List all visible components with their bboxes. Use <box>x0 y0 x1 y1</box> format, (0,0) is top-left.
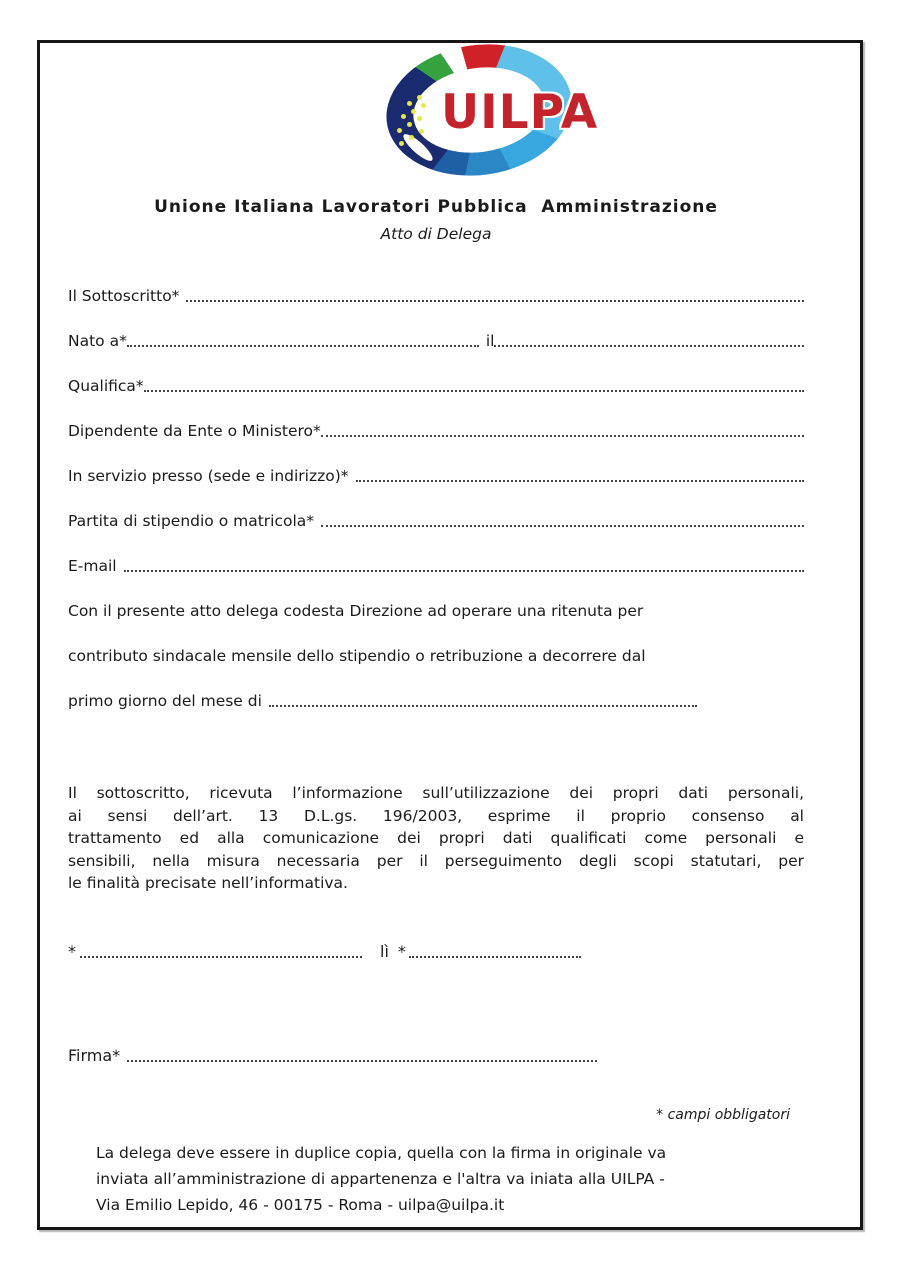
delega-line-1: Con il presente atto delega codesta Direzione ad operare una ritenuta per <box>68 602 644 620</box>
field-qualifica <box>68 375 804 395</box>
signature-dotted-line <box>127 1060 597 1062</box>
mese-dotted-line <box>269 705 697 707</box>
date-star: * <box>397 941 406 961</box>
field-dipendente <box>68 420 804 440</box>
place-star: * <box>68 941 76 961</box>
place-date-row <box>68 941 804 961</box>
field-nato-a <box>68 330 804 350</box>
uilpa-logo <box>386 45 599 175</box>
footer-instructions <box>96 1140 804 1218</box>
field-email <box>68 555 804 575</box>
signature-row <box>68 1045 804 1065</box>
field-email-label: E-mail <box>68 557 117 575</box>
field-nato-il-label: il <box>485 332 495 350</box>
li-label: lì <box>380 941 389 961</box>
servizio-dotted-line <box>356 480 804 482</box>
delega-line-3 <box>68 690 804 710</box>
privacy-line-1: Il sottoscritto, ricevuta l’informazione sull’utilizzazione dei propri dati personali, <box>68 784 804 802</box>
qualifica-dotted-line <box>144 390 804 392</box>
mese-label: primo giorno del mese di <box>68 692 262 710</box>
field-servizio-label: In servizio presso (sede e indirizzo)* <box>68 467 349 485</box>
field-matricola-label: Partita di stipendio o matricola* <box>68 512 315 530</box>
nato-a-dotted-line <box>127 345 479 347</box>
field-qualifica-label: Qualifica* <box>68 377 144 395</box>
field-servizio <box>68 465 804 485</box>
field-dipendente-label: Dipendente da Ente o Ministero* <box>68 422 321 440</box>
delega-line-2: contributo sindacale mensile dello stipendio o retribuzione a decorrere dal <box>68 647 646 665</box>
delega-paragraph <box>68 600 804 710</box>
form-fields <box>68 285 804 575</box>
document-title: Unione Italiana Lavoratori Pubblica Amministrazione <box>154 197 718 217</box>
field-matricola <box>68 510 804 530</box>
privacy-line-5: le finalità precisate nell’informativa. <box>68 874 348 892</box>
field-nato-a-label: Nato a* <box>68 332 127 350</box>
signature-label: Firma* <box>68 1045 121 1065</box>
dipendente-dotted-line <box>321 435 804 437</box>
field-sottoscritto <box>68 285 804 305</box>
privacy-line-4: sensibili, nella misura necessaria per il perseguimento degli scopi statutari, per <box>68 851 804 870</box>
date-dotted-line <box>409 956 581 958</box>
document-subtitle: Atto di Delega <box>380 225 492 243</box>
field-sottoscritto-label: Il Sottoscritto* <box>68 287 180 305</box>
nato-il-dotted-line <box>494 345 804 347</box>
privacy-line-3: trattamento ed alla comunicazione dei propri dati qualificati come personali e <box>68 829 804 847</box>
required-fields-note: * campi obbligatori <box>656 1106 790 1123</box>
matricola-dotted-line <box>321 525 804 527</box>
footer-line-3: Via Emilio Lepido, 46 - 00175 - Roma - uilpa@uilpa.it <box>96 1195 505 1214</box>
footer-line-1: La delega deve essere in duplice copia, quella con la firma in originale va <box>96 1143 667 1162</box>
footer-line-2: inviata all’amministrazione di appartenenza e l'altra va iniata alla UILPA - <box>96 1169 665 1188</box>
privacy-line-2: ai sensi dell’art. 13 D.L.gs. 196/2003, esprime il proprio consenso al <box>68 806 804 825</box>
sottoscritto-dotted-line <box>186 300 804 302</box>
privacy-paragraph <box>68 782 804 895</box>
place-dotted-line <box>80 956 362 958</box>
email-dotted-line <box>124 570 804 572</box>
logo-wordmark: UILPA <box>441 85 599 140</box>
document-frame <box>37 40 863 1230</box>
